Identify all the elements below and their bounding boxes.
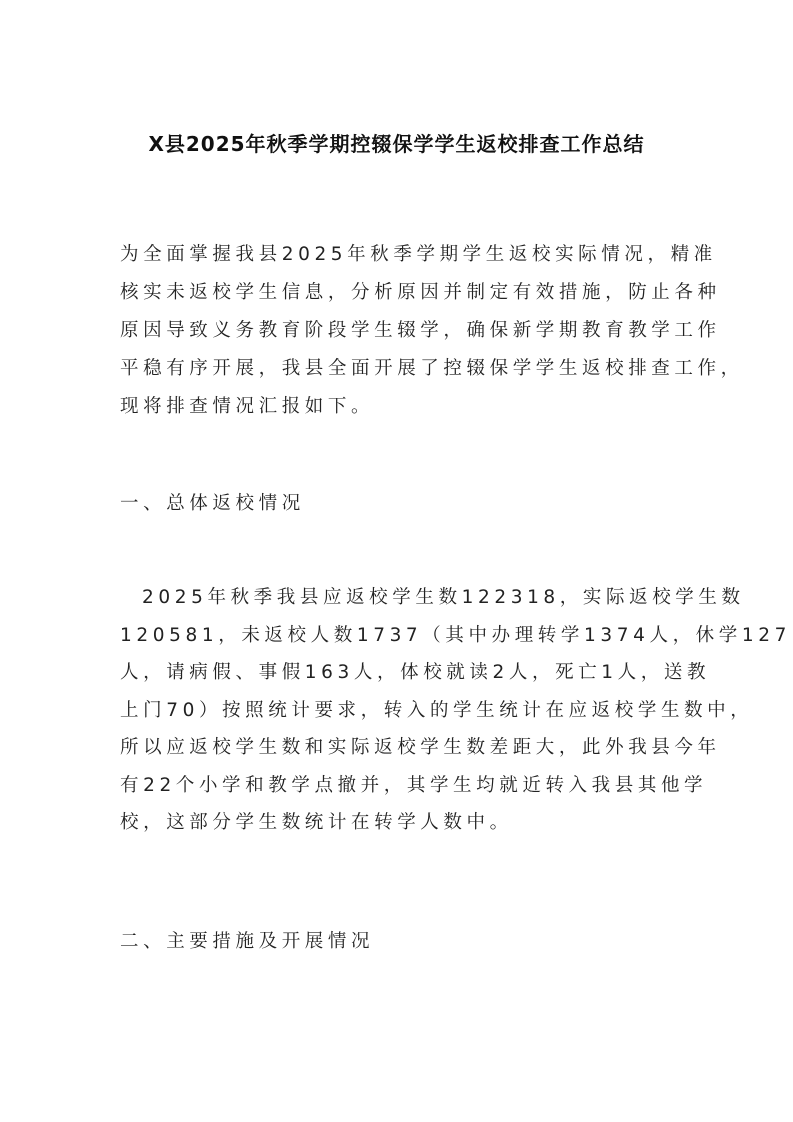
intro-paragraph <box>120 236 744 426</box>
section-heading-overall-return: 一、总体返校情况 <box>120 493 305 514</box>
body-line: 上门70）按照统计要求，转入的学生统计在应返校学生数中， <box>120 699 754 721</box>
body-line: 校，这部分学生数统计在转学人数中。 <box>120 812 513 833</box>
intro-line: 现将排查情况汇报如下。 <box>120 396 375 417</box>
intro-line: 为全面掌握我县2025年秋季学期学生返校实际情况，精准 <box>120 244 717 265</box>
body-line: 所以应返校学生数和实际返校学生数差距大，此外我县今年 <box>120 737 721 758</box>
overall-return-paragraph <box>120 579 791 842</box>
body-line: 120581，未返校人数1737（其中办理转学1374人，休学127 <box>120 624 791 646</box>
body-line: 有22个小学和教学点撤并，其学生均就近转入我县其他学 <box>120 774 708 796</box>
intro-line: 原因导致义务教育阶段学生辍学，确保新学期教育教学工作 <box>120 320 721 341</box>
section-heading-main-measures: 二、主要措施及开展情况 <box>120 931 375 952</box>
body-line: 2025年秋季我县应返校学生数122318，实际返校学生数 <box>142 587 745 608</box>
intro-line: 平稳有序开展，我县全面开展了控辍保学学生返校排查工作， <box>120 358 744 379</box>
document-title: X县2025年秋季学期控辍保学学生返校排查工作总结 <box>148 132 645 156</box>
body-line: 人，请病假、事假163人，体校就读2人，死亡1人，送教 <box>120 662 711 683</box>
intro-line: 核实未返校学生信息，分析原因并制定有效措施，防止各种 <box>120 282 721 303</box>
